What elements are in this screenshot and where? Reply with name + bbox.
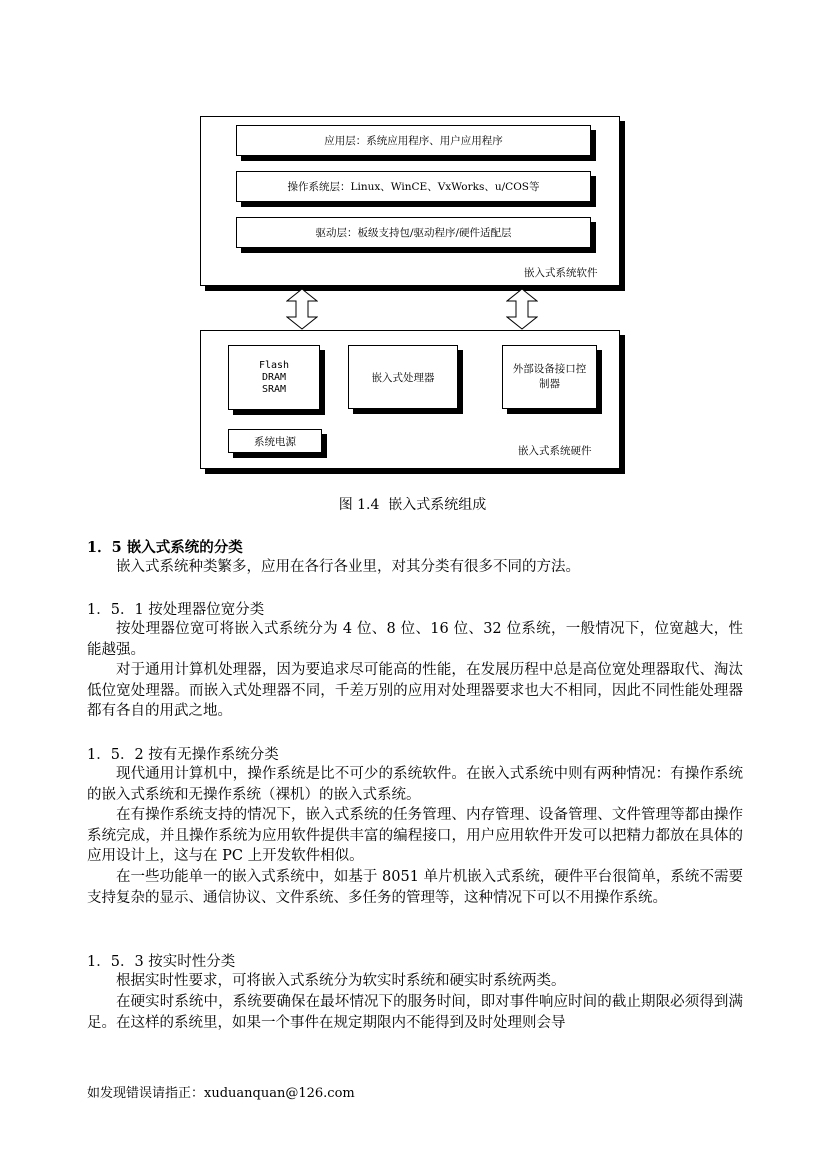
subsection-heading: 1．5．2 按有无操作系统分类 bbox=[87, 747, 279, 763]
application-layer-box bbox=[236, 125, 591, 156]
memory-flash-label: Flash bbox=[258, 359, 290, 371]
driver-layer-label: 驱动层：板级支持包/驱动程序/硬件适配层 bbox=[315, 227, 512, 239]
power-box bbox=[228, 429, 322, 453]
application-layer-label: 应用层：系统应用程序、用户应用程序 bbox=[324, 135, 503, 147]
paragraph: 嵌入式系统种类繁多，应用在各行各业里，对其分类有很多不同的方法。 bbox=[116, 559, 580, 575]
peripheral-label: 外部设备接口控制器 bbox=[512, 363, 587, 390]
paragraph: 对于通用计算机处理器，因为要追求尽可能高的性能，在发展历程中总是高位宽处理器取代、淘汰低位宽处理器。而嵌入式处理器不同，千差万别的应用对处理器要求也大不相同，因此不同性能处理器都有各自的用武之地。 bbox=[87, 662, 743, 719]
power-label: 系统电源 bbox=[254, 435, 296, 448]
driver-layer-box bbox=[236, 217, 591, 248]
arrow-right-icon bbox=[506, 288, 538, 330]
figure-caption: 图 1.4 嵌入式系统组成 bbox=[338, 497, 487, 513]
software-label: 嵌入式系统软件 bbox=[524, 267, 598, 279]
memory-sram-label: SRAM bbox=[261, 383, 287, 395]
arrow-left-icon bbox=[286, 288, 318, 330]
paragraph: 在有操作系统支持的情况下，嵌入式系统的任务管理、内存管理、设备管理、文件管理等都由操作系统完成，并且操作系统为应用软件提供丰富的编程接口，用户应用软件开发可以把精力都放在具体的应用设计上，这与在 PC 上开发软件相似。 bbox=[87, 807, 743, 864]
paragraph: 在硬实时系统中，系统要确保在最坏情况下的服务时间，即对事件响应时间的截止期限必须得到满足。在这样的系统里，如果一个事件在规定期限内不能得到及时处理则会导 bbox=[87, 994, 743, 1031]
memory-dram-label: DRAM bbox=[261, 371, 287, 383]
processor-label: 嵌入式处理器 bbox=[371, 371, 435, 384]
memory-box bbox=[228, 345, 320, 410]
subsection-heading: 1．5．3 按实时性分类 bbox=[87, 954, 236, 970]
page-footer: 如发现错误请指正：xuduanquan@126.com bbox=[87, 1086, 355, 1101]
paragraph: 在一些功能单一的嵌入式系统中，如基于 8051 单片机嵌入式系统，硬件平台很简单，系统不需要支持复杂的显示、通信协议、文件系统、多任务的管理等，这种情况下可以不用操作系统。 bbox=[87, 869, 743, 906]
subsection-heading: 1．5．1 按处理器位宽分类 bbox=[87, 602, 265, 618]
hardware-label: 嵌入式系统硬件 bbox=[518, 445, 592, 457]
paragraph: 按处理器位宽可将嵌入式系统分为 4 位、8 位、16 位、32 位系统，一般情况下，位宽越大，性能越强。 bbox=[87, 621, 743, 658]
os-layer-box bbox=[236, 171, 591, 202]
processor-box bbox=[348, 345, 458, 409]
os-layer-label: 操作系统层：Linux、WinCE、VxWorks、u/COS等 bbox=[287, 181, 540, 193]
paragraph: 根据实时性要求，可将嵌入式系统分为软实时系统和硬实时系统两类。 bbox=[116, 973, 566, 989]
peripheral-box bbox=[502, 345, 597, 409]
section-heading: 1．5 嵌入式系统的分类 bbox=[87, 539, 243, 556]
paragraph: 现代通用计算机中，操作系统是比不可少的系统软件。在嵌入式系统中则有两种情况：有操作系统的嵌入式系统和无操作系统（裸机）的嵌入式系统。 bbox=[87, 766, 743, 803]
